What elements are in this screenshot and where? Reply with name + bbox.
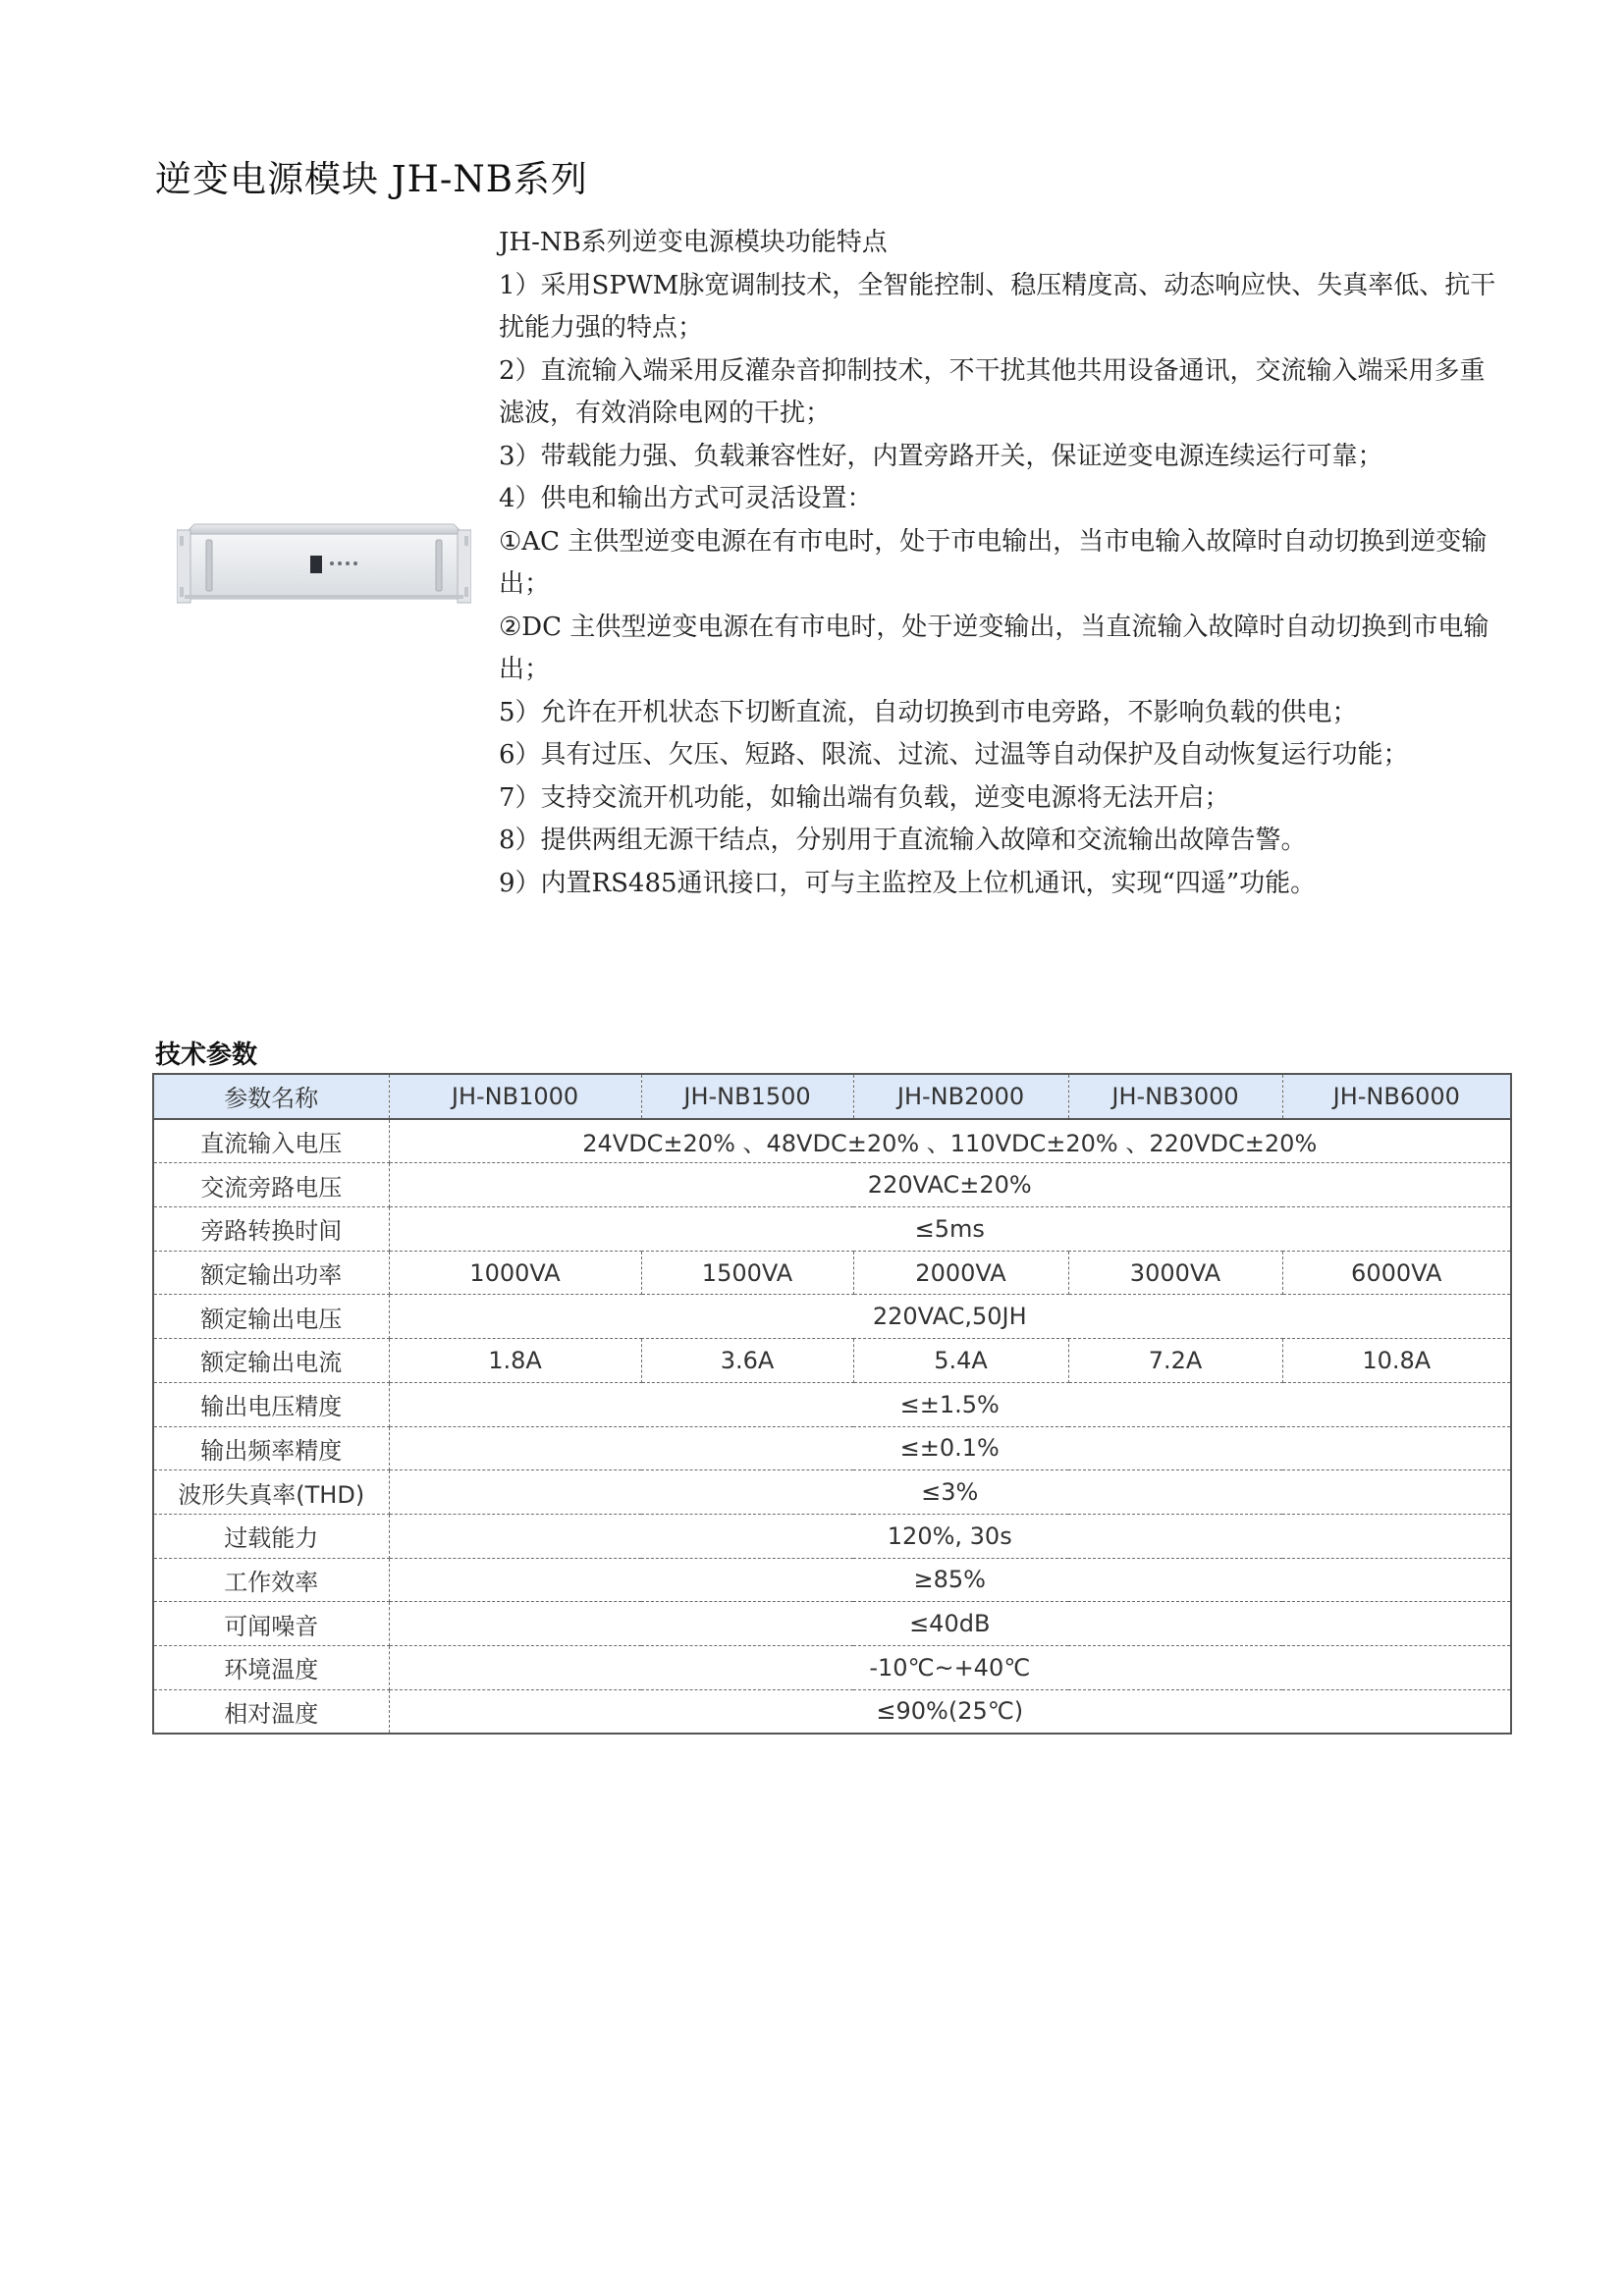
param-value: ≤±0.1%	[389, 1426, 1511, 1470]
spec-header-row	[153, 1074, 1511, 1119]
feature-item: 5）允许在开机状态下切断直流，自动切换到市电旁路，不影响负载的供电；	[499, 697, 1358, 727]
param-value: 24VDC±20% 、48VDC±20% 、110VDC±20% 、220VDC±20%	[389, 1119, 1511, 1163]
table-row	[153, 1558, 1511, 1602]
header-cell: JH-NB3000	[1068, 1074, 1282, 1119]
param-label: 相对温度	[153, 1689, 389, 1734]
table-row	[153, 1119, 1511, 1163]
param-value: 1500VA	[641, 1251, 853, 1295]
table-row	[153, 1426, 1511, 1470]
param-value: 220VAC,50JH	[389, 1295, 1511, 1339]
feature-item: ①AC 主供型逆变电源在有市电时，处于市电输出，当市电输入故障时自动切换到逆变输出；	[499, 526, 1488, 599]
table-row	[153, 1602, 1511, 1646]
param-value: ≤±1.5%	[389, 1382, 1511, 1426]
page-title: 逆变电源模块 JH-NB系列	[155, 158, 588, 200]
param-label: 工作效率	[153, 1558, 389, 1602]
param-label: 交流旁路电压	[153, 1163, 389, 1207]
param-value: 1.8A	[389, 1339, 641, 1383]
table-row	[153, 1514, 1511, 1558]
param-label: 输出频率精度	[153, 1426, 389, 1470]
feature-heading: JH-NB系列逆变电源模块功能特点	[499, 228, 888, 257]
table-row	[153, 1207, 1511, 1252]
param-value: 5.4A	[853, 1339, 1068, 1383]
feature-list	[499, 222, 1510, 905]
param-value: ≤5ms	[389, 1207, 1511, 1252]
param-value: ≤40dB	[389, 1602, 1511, 1646]
param-value: 220VAC±20%	[389, 1163, 1511, 1207]
feature-item: ②DC 主供型逆变电源在有市电时，处于逆变输出，当直流输入故障时自动切换到市电输出；	[499, 612, 1489, 684]
feature-item: 1）采用SPWM脉宽调制技术，全智能控制、稳压精度高、动态响应快、失真率低、抗干扰能力强的特点；	[499, 270, 1496, 343]
feature-item: 7）支持交流开机功能，如输出端有负载，逆变电源将无法开启；	[499, 782, 1230, 813]
table-row	[153, 1251, 1511, 1295]
header-cell: JH-NB1000	[389, 1074, 641, 1119]
param-label: 可闻噪音	[153, 1602, 389, 1646]
param-label: 额定输出电压	[153, 1295, 389, 1339]
table-row	[153, 1163, 1511, 1207]
table-row	[153, 1689, 1511, 1734]
param-value: 10.8A	[1282, 1339, 1511, 1383]
param-value: 2000VA	[853, 1251, 1068, 1295]
feature-item: 9）内置RS485通讯接口，可与主监控及上位机通讯，实现“四遥”功能。	[499, 868, 1317, 898]
param-value: ≤90%(25℃)	[389, 1689, 1511, 1734]
table-row	[153, 1295, 1511, 1339]
table-row	[153, 1382, 1511, 1426]
table-row	[153, 1645, 1511, 1689]
spec-section-title: 技术参数	[155, 1041, 258, 1070]
header-cell: 参数名称	[153, 1074, 389, 1119]
table-row	[153, 1339, 1511, 1383]
param-value: 1000VA	[389, 1251, 641, 1295]
param-value: ≥85%	[389, 1558, 1511, 1602]
param-value: 7.2A	[1068, 1339, 1282, 1383]
feature-item: 4）供电和输出方式可灵活设置：	[499, 484, 873, 513]
feature-item: 3）带载能力强、负载兼容性好，内置旁路开关，保证逆变电源连续运行可靠；	[499, 441, 1383, 471]
param-value: ≤3%	[389, 1470, 1511, 1515]
param-label: 环境温度	[153, 1645, 389, 1689]
header-cell: JH-NB6000	[1282, 1074, 1511, 1119]
param-label: 过载能力	[153, 1514, 389, 1558]
param-value: 3.6A	[641, 1339, 853, 1383]
table-row	[153, 1470, 1511, 1515]
feature-item: 8）提供两组无源干结点，分别用于直流输入故障和交流输出故障告警。	[499, 826, 1307, 855]
header-cell: JH-NB2000	[853, 1074, 1068, 1119]
product-image	[177, 510, 471, 609]
param-label: 输出电压精度	[153, 1382, 389, 1426]
header-cell: JH-NB1500	[641, 1074, 853, 1119]
feature-item: 2）直流输入端采用反灌杂音抑制技术，不干扰其他共用设备通讯，交流输入端采用多重滤波，有效消除电网的干扰；	[499, 355, 1486, 428]
param-value: 6000VA	[1282, 1251, 1511, 1295]
param-label: 额定输出功率	[153, 1251, 389, 1295]
param-label: 额定输出电流	[153, 1339, 389, 1383]
param-label: 波形失真率(THD)	[153, 1470, 389, 1515]
param-value: 120%, 30s	[389, 1514, 1511, 1558]
param-label: 旁路转换时间	[153, 1207, 389, 1252]
spec-table	[152, 1073, 1512, 1735]
param-value: -10℃~+40℃	[389, 1645, 1511, 1689]
feature-item: 6）具有过压、欠压、短路、限流、过流、过温等自动保护及自动恢复运行功能；	[499, 740, 1409, 770]
param-value: 3000VA	[1068, 1251, 1282, 1295]
param-label: 直流输入电压	[153, 1119, 389, 1163]
